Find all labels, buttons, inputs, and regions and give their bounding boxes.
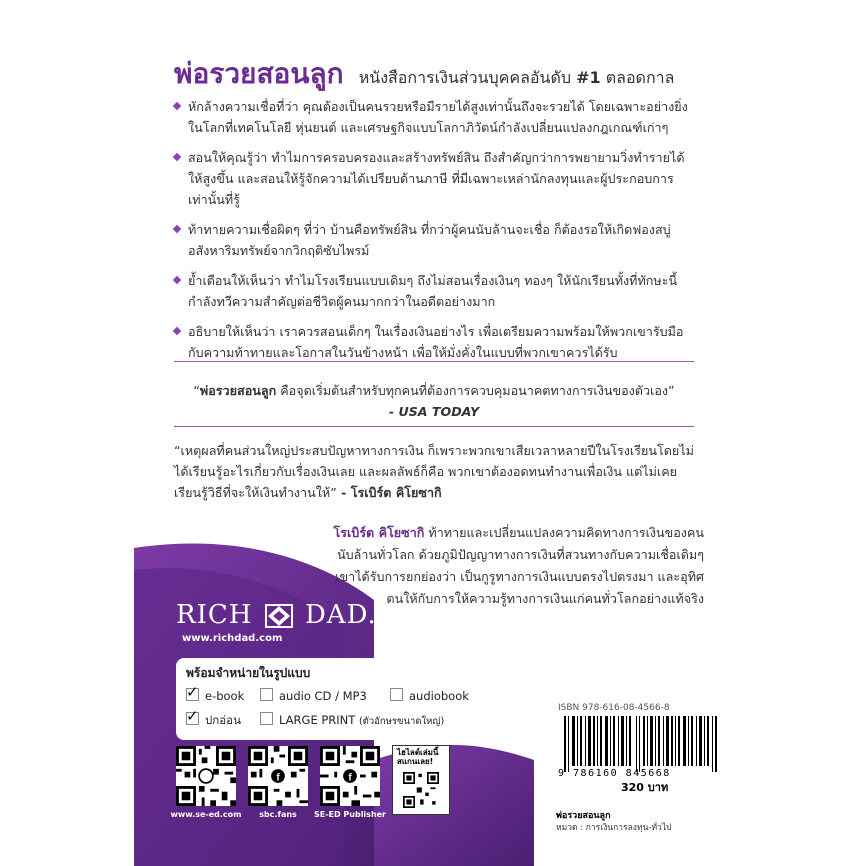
scan-prompt: ไฮไลต์เล่มนี้ สแกนเลย! — [397, 748, 439, 766]
highlight-scan-box — [392, 745, 450, 815]
book-tagline: หนังสือการเงินส่วนบุคคลอันดับ #1 ตลอดกาล — [358, 68, 675, 87]
rich-dad-logo: RICH DAD. — [176, 600, 377, 630]
format-audiobook: audiobook — [390, 688, 469, 703]
checkbox-empty-icon — [260, 688, 273, 701]
checkbox-empty-icon — [260, 712, 273, 725]
qr-code-icon — [176, 746, 236, 806]
qr-label: www.se-ed.com — [170, 810, 242, 819]
book-title: พ่อรวยสอนลูก — [174, 57, 344, 90]
catalog-category: หมวด : การเงินการลงทุน-ทั่วไป — [556, 823, 672, 833]
author-bio: โรเบิร์ต คิโยซากิ ท้าทายและเปลี่ยนแปลงความคิดทางการเงินของคนนับล้านทั่วโลก ด้วยภูมิปัญญาทางการเงินที่สวนทางกับความเชื่อเดิมๆ เขาได้รับการยกย่องว่า เป็นกูรูทางการเงินแบบตรงไปตรงมา และอุทิศตนให้กับการให้ความรู้ทางการเงินแก่คนทั่วโลกอย่างแท้จริง — [333, 525, 704, 606]
qr-code-sbc-fans — [248, 746, 308, 806]
format-audio-cd: audio CD / MP3 — [260, 688, 367, 703]
author-name: โรเบิร์ต คิโยซากิ — [333, 525, 425, 540]
header — [174, 52, 674, 96]
rich-dad-emblem-icon — [264, 602, 294, 630]
svg-text:f: f — [276, 772, 280, 784]
qr-code-se-ed — [176, 746, 236, 806]
catalog-title: พ่อรวยสอนลูก — [556, 811, 611, 821]
bullet-diamond-icon — [173, 327, 181, 335]
list-item: ย้ำเตือนให้เห็นว่า ทำไมโรงเรียนแบบเดิมๆ ถึงไม่สอนเรื่องเงินๆ ทองๆ ให้นักเรียนทั้งที่ทักษะนี้กำลังทวีความสำคัญต่อชีวิตผู้คนมากกว่าในอดีตอย่างมาก — [174, 270, 694, 312]
availability-title: พร้อมจำหน่ายในรูปแบบ — [186, 666, 311, 680]
rich-dad-url: www.richdad.com — [182, 633, 283, 644]
barcode-digits: 9 786160 845668 — [558, 768, 671, 779]
bullet-diamond-icon — [173, 153, 181, 161]
list-item: หักล้างความเชื่อที่ว่า คุณต้องเป็นคนรวยหรือมีรายได้สูงเท่านั้นถึงจะรวยได้ โดยเฉพาะอย่างยิ่งในโลกที่เทคโนโลยี หุ่นยนต์ และเศรษฐกิจแบบโลกาภิวัตน์กำลังเปลี่ยนแปลงกฎเกณฑ์เก่าๆ — [174, 96, 694, 138]
bullet-diamond-icon — [173, 276, 181, 284]
quote-source: - USA TODAY — [388, 404, 480, 419]
bullet-diamond-icon — [173, 102, 181, 110]
barcode-icon — [556, 716, 724, 772]
bullet-diamond-icon — [173, 225, 181, 233]
checkbox-empty-icon — [390, 688, 403, 701]
qr-code-icon — [248, 746, 308, 806]
feature-list — [174, 96, 694, 372]
divider — [174, 361, 694, 362]
qr-label: SE-ED Publisher — [313, 810, 387, 819]
format-large-print: LARGE PRINT (ตัวอักษรขนาดใหญ่) — [260, 712, 444, 729]
list-item: อธิบายให้เห็นว่า เราควรสอนเด็กๆ ในเรื่องเงินอย่างไร เพื่อเตรียมความพร้อมให้พวกเขารับมือกับความท้าทายและโอกาสในวันข้างหน้า เพื่อให้มั่งคั่งในแบบที่พวกเขาควรได้รับ — [174, 321, 694, 363]
qr-code-icon — [403, 772, 439, 808]
usa-today-quote: “พ่อรวยสอนลูก คือจุดเริ่มต้นสำหรับทุกคนที่ต้องการควบคุมอนาคตทางการเงินของตัวเอง” - USA TODAY — [193, 383, 675, 419]
book-back-cover — [134, 0, 732, 866]
svg-text:f: f — [348, 772, 352, 784]
list-item: ท้าทายความเชื่อผิดๆ ที่ว่า บ้านคือทรัพย์สิน ที่กว่าผู้คนนับล้านจะเชื่อ ก็ต้องรอให้เกิดฟองสบู่อสังหาริมทรัพย์จากวิกฤติซับไพรม์ — [174, 219, 694, 261]
checkbox-checked-icon — [186, 688, 199, 701]
format-paperback: ✓ปกอ่อน — [186, 712, 241, 730]
format-ebook: ✓e-book — [186, 688, 244, 703]
list-item: สอนให้คุณรู้ว่า ทำไมการครอบครองและสร้างทรัพย์สิน ถึงสำคัญกว่าการพยายามวิ่งทำรายได้ให้สูงขึ้น และสอนให้รู้จักความได้เปรียบด้านภาษี ที่มีเฉพาะเหล่านักลงทุนและผู้ประกอบการเท่านั้นที่รู้ — [174, 147, 694, 210]
author-quote: “เหตุผลที่คนส่วนใหญ่ประสบปัญหาทางการเงิน ก็เพราะพวกเขาเสียเวลาหลายปีในโรงเรียนโดยไม่ได้เรียนรู้อะไรเกี่ยวกับเรื่องเงินเลย และผลลัพธ์ก็คือ พวกเขาต้องอดทนทำงานเพื่อเงิน แต่ไม่เคยเรียนรู้วิธีที่จะให้เงินทำงานให้” - โรเบิร์ต คิโยซากิ — [174, 443, 694, 500]
qr-code-se-ed-publisher — [320, 746, 380, 806]
price: 320 บาท — [621, 781, 669, 794]
divider — [174, 426, 694, 427]
checkbox-checked-icon — [186, 712, 199, 725]
qr-label: sbc.fans — [259, 810, 297, 819]
isbn-number: ISBN 978-616-08-4566-8 — [558, 703, 670, 713]
availability-panel — [176, 658, 476, 740]
qr-code-icon — [320, 746, 380, 806]
